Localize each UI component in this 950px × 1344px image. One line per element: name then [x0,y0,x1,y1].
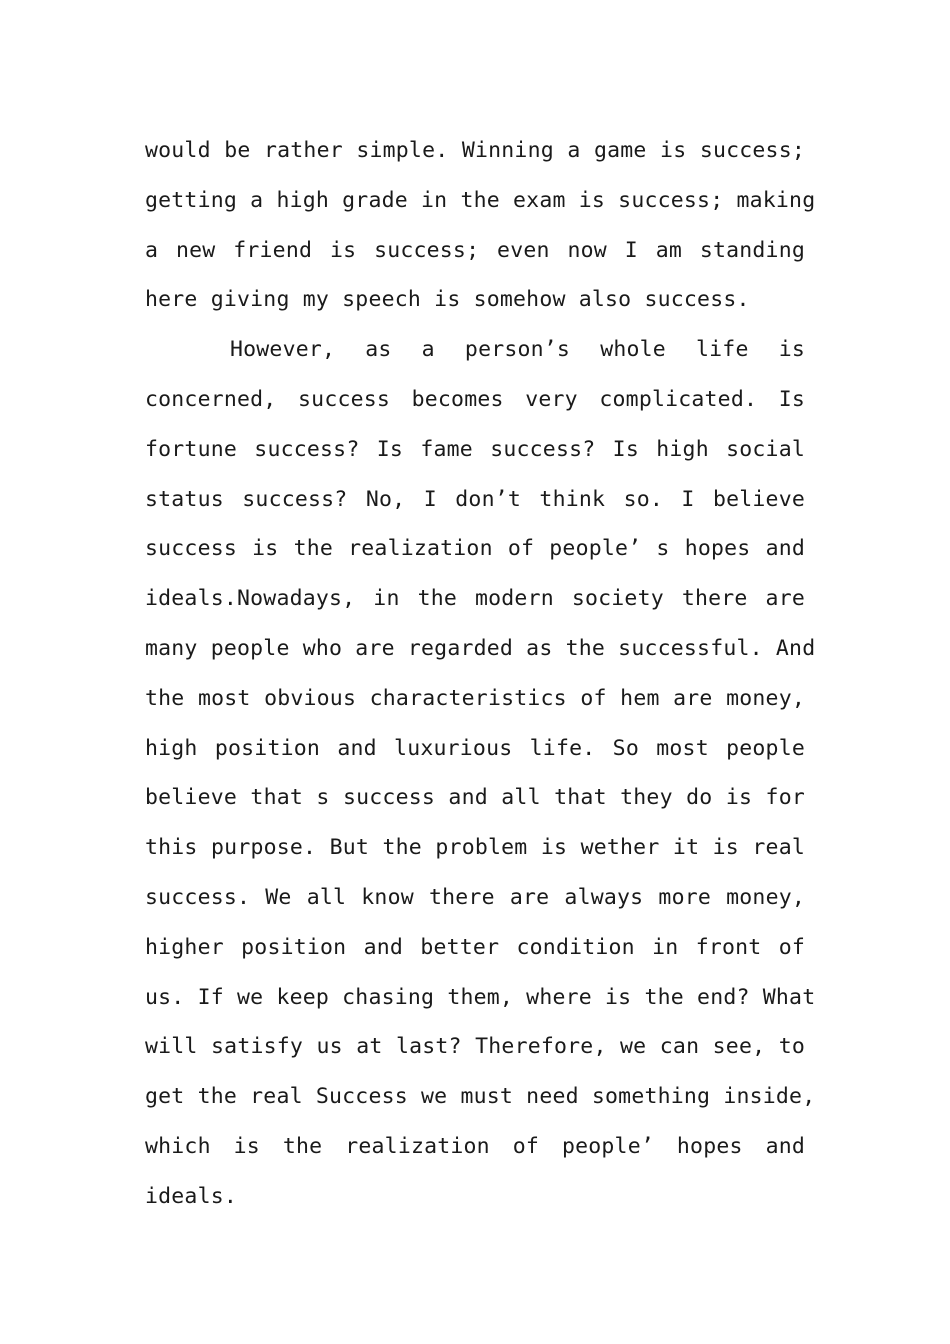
text-line: will satisfy us at last? Therefore, we can see, to [145,1034,805,1060]
text-line: status success? No, I don’t think so. I believe [145,486,805,512]
text-line: here giving my speech is somehow also success. [145,287,750,313]
text-line: the most obvious characteristics of hem are money, [145,685,805,711]
text-line: success is the realization of people’ s hopes and [145,536,805,562]
text-line: However, as a person’s whole life is [230,337,805,363]
paragraph-1 [145,126,816,325]
text-line: believe that s success and all that they do is for [145,785,805,811]
text-line: high position and luxurious life. So most people [145,735,805,761]
text-line: this purpose. But the problem is wether it is real [145,835,805,861]
text-line: fortune success? Is fame success? Is high social [145,436,805,462]
text-line: which is the realization of people’ hopes and [145,1133,805,1159]
text-line: concerned, success becomes very complicated. Is [145,386,805,412]
text-line: many people who are regarded as the successful. And [145,635,816,661]
text-line: us. If we keep chasing them, where is the end? What [145,984,816,1010]
text-line: ideals. [145,1183,238,1209]
body-text [145,126,816,1222]
text-line: would be rather simple. Winning a game is success; [145,138,805,163]
text-line: success. We all know there are always more money, [145,884,805,910]
text-line: higher position and better condition in front of [145,934,805,960]
paragraph-2 [145,325,816,1221]
text-line: get the real Success we must need something inside, [145,1084,816,1110]
text-line: getting a high grade in the exam is success; making [145,187,816,213]
text-line: ideals.Nowadays, in the modern society there are [145,586,805,612]
text-line: a new friend is success; even now I am standing [145,237,805,263]
